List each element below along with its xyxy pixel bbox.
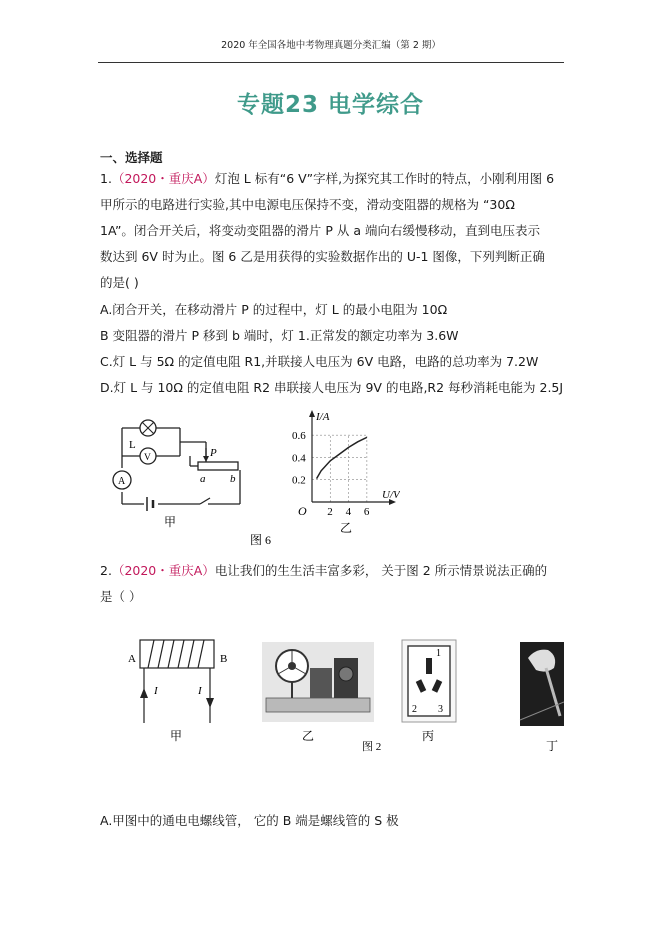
q1-stem-2: 甲所示的电路进行实验,其中电源电压保持不变，滑动变阻器的规格为 “30Ω [100,197,515,212]
q2-stem-2: 是（ ） [100,589,142,604]
solenoid-panel [128,640,227,743]
current-label-right: I [198,685,202,697]
q1-number: 1. [100,171,112,186]
figure-6 [100,410,400,550]
current-down-arrow-icon [206,698,214,708]
y-tick-label-0: 0.2 [292,474,306,487]
q1-stem-1: 灯泡 L 标有“6 V”字样,为探究其工作时的特点，小刚利用图 6 [214,171,555,186]
socket-hole-1-label: 1 [436,648,441,659]
current-up-arrow-icon [140,688,148,698]
lamp-label: L [129,439,136,451]
panel-label-jia: 甲 [170,729,183,743]
socket-hole-2-label: 2 [412,704,417,715]
q2-line-1 [100,560,570,582]
q1-option-d: D.灯 L 与 10Ω 的定值电阻 R2 串联接人电压为 9V 的电路,R2 每秒消耗电能为 2.5J [100,380,564,395]
y-axis-arrow-icon [309,410,315,417]
running-header: 2020 年全国各地中考物理真题分类汇编（第 2 期） [221,40,441,51]
iu-graph [292,410,400,535]
circuit-diagram [122,428,240,504]
page-title: 专题23 电学综合 [236,92,424,118]
end-a-label: a [200,473,206,485]
socket-panel [402,640,456,743]
x-axis-label: U/V [382,489,400,501]
circuit-label: 甲 [164,515,177,529]
voltmeter-label: V [144,453,151,463]
panel-label-yi: 乙 [302,729,315,743]
q1-stem-3: 1A”。闭合开关后，将变动变阻器的滑片 P 从 a 端向右缓慢移动，直到电压表示 [100,223,541,238]
y-axis-label: I/A [316,411,330,423]
figure-2-caption: 图 2 [362,741,382,753]
end-b-label: b [230,473,236,485]
y-tick-label-2: 0.6 [292,430,306,443]
x-tick-label-2: 6 [363,506,370,518]
slider-arrow-icon [203,456,209,462]
q1-source: （2020・重庆A） [111,171,215,186]
q2-option-a: A.甲图中的通电电螺线管， 它的 B 端是螺线管的 S 极 [100,813,399,828]
panel-label-bing: 丙 [422,729,435,743]
panel-label-ding: 丁 [546,739,559,753]
q2-number: 2. [100,563,112,578]
section-heading: 一、选择题 [100,150,163,165]
y-tick-label-1: 0.4 [292,452,306,465]
coil-end-a-label: A [128,653,136,665]
q1-option-c: C.灯 L 与 5Ω 的定值电阻 R1,并联接人电压为 6V 电路，电路的总功率为 7.2W [100,354,539,369]
test-pen-panel [520,642,564,753]
current-label-left: I [154,685,158,697]
q2-source: （2020・重庆A） [111,563,215,578]
ammeter-label: A [118,476,126,487]
q1-option-a: A.闭合开关，在移动滑片 P 的过程中，灯 L 的最小电阻为 10Ω [100,302,448,317]
figure-2-drawing [100,628,564,758]
socket-hole-3-label: 3 [438,704,443,715]
header-divider [98,62,564,63]
figure-6-caption: 图 6 [250,533,272,547]
q1-line-1 [100,168,570,190]
x-tick-label-1: 4 [345,506,352,518]
motor-apparatus-panel [262,642,381,753]
slider-label: P [210,447,217,459]
origin-label: O [298,504,307,518]
q1-option-b: B 变阻器的滑片 P 移到 b 端时，灯 1.正常发的额定功率为 3.6W [100,328,459,343]
coil-end-b-label: B [220,653,228,665]
graph-label: 乙 [340,521,353,535]
q1-stem-5: 的是( ) [100,275,139,290]
x-tick-label-0: 2 [327,506,333,518]
q1-stem-4: 数达到 6V 时为止。图 6 乙是用获得的实验数据作出的 U-1 图像，下列判断正确 [100,249,545,264]
q2-stem-1: 电让我们的生生活丰富多彩， 关于图 2 所示情景说法正确的 [214,563,548,578]
figure-2 [100,628,564,758]
series-line-0 [317,437,367,478]
figure-6-drawing [100,410,400,550]
battery-icon [147,497,153,511]
